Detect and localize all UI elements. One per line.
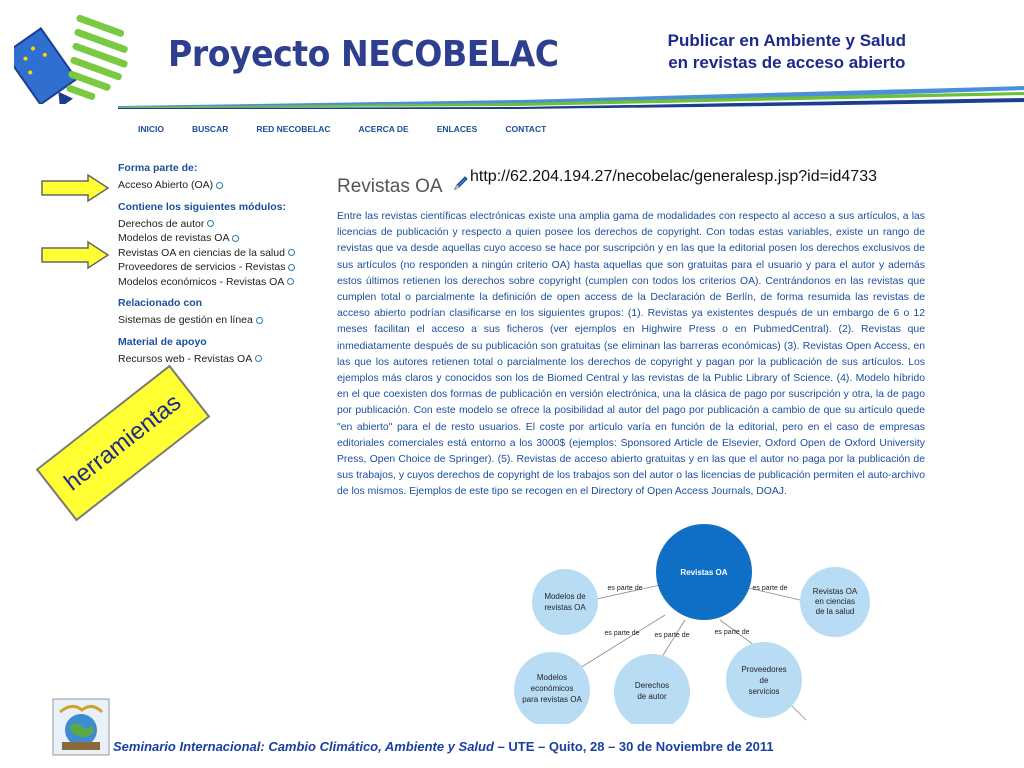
sidebar-item-label: Modelos de revistas OA — [118, 232, 230, 244]
download-icon[interactable] — [256, 317, 263, 324]
edge-label: es parte de — [607, 585, 643, 592]
nav-inicio[interactable]: INICIO — [138, 124, 164, 134]
sidebar-item-modelos-revistas[interactable] — [118, 231, 318, 246]
nav-enlaces[interactable]: ENLACES — [436, 124, 478, 134]
node-label: Revistas OA — [812, 587, 858, 596]
nav-red-necobelac[interactable]: RED NECOBELAC — [256, 124, 331, 134]
herramientas-callout: herramientas — [36, 365, 211, 522]
download-icon[interactable] — [255, 355, 262, 362]
sidebar-section-title: Contiene los siguientes módulos: — [118, 200, 287, 213]
footer-event-name: Seminario Internacional: Cambio Climático, Ambiente y Salud — [113, 739, 494, 754]
node-derechos-autor[interactable] — [614, 654, 690, 724]
sidebar-section-title: Material de apoyo — [118, 335, 207, 348]
download-icon[interactable] — [287, 278, 294, 285]
sidebar-item-label: Acceso Abierto (OA) — [118, 179, 214, 191]
subtitle-line-2: en revistas de acceso abierto — [668, 53, 906, 72]
nav-contact[interactable]: CONTACT — [505, 124, 547, 134]
header-swoosh-divider — [0, 80, 1024, 120]
download-icon[interactable] — [232, 235, 239, 242]
edge-label: es parte de — [752, 585, 788, 592]
sidebar-item-revistas-salud[interactable] — [118, 246, 318, 261]
node-revistas-ciencias[interactable] — [800, 567, 870, 637]
node-label: servicios — [748, 687, 780, 696]
node-label: Modelos — [536, 673, 568, 682]
sidebar-item-label: Sistemas de gestión en línea — [118, 314, 253, 326]
sidebar-item-modelos-economicos[interactable] — [118, 275, 318, 290]
logo-title: Proyecto NECOBELAC — [168, 34, 559, 75]
footer-event-line — [113, 739, 774, 754]
sidebar-item-label: Derechos de autor — [118, 217, 205, 230]
node-label: Modelos de — [544, 592, 586, 601]
node-label: Revistas OA — [680, 568, 728, 577]
source-url[interactable]: http://62.204.194.27/necobelac/generalesp.jsp?id=id4733 — [470, 168, 877, 185]
nav-acerca-de[interactable]: ACERCA DE — [358, 124, 409, 134]
sidebar-section-title: Forma parte de: — [118, 162, 198, 174]
slide-subtitle — [668, 30, 906, 74]
node-modelos-economicos[interactable] — [514, 652, 590, 724]
node-label: de autor — [637, 692, 667, 701]
nav-buscar[interactable]: BUSCAR — [191, 124, 229, 134]
sidebar — [118, 162, 318, 366]
subtitle-line-1: Publicar en Ambiente y Salud — [667, 31, 906, 50]
node-label: Derechos — [634, 681, 670, 690]
download-icon[interactable] — [207, 220, 214, 227]
node-center[interactable] — [656, 524, 752, 620]
sidebar-item-label: Revistas OA en ciencias de la salud — [118, 246, 285, 259]
node-label: de la salud — [815, 607, 855, 616]
node-label: Proveedores — [741, 665, 787, 674]
article-paragraph: Entre las revistas científicas electrónicas existe una amplia gama de modalidades con respecto al acceso a sus artículos, a las licencias de publicación y respecto a quien posee los derechos de copyright. Con todas estas variables, existe un rango de revistas que va desde aquellas cuyo acceso se hace por suscripción y en las que la editorial posen los derechos exclusivos de sus artículos (no responden a ningún criterio OA) hasta aquellas que son gratuitas para el usuario y para el autor y además estos últimos retienen los derechos sobre copyright (cumplen con todos los criterios OA). Centrándonos en las revistas que cumplen total o parcialmente la definición de open access de la Declaración de Berlín, de forma resumida las revistas de acceso abierto podrían clasificarse en los siguientes grupos: (1). Revistas ya existentes después de un embargo de 6 o 12 meses facilitan el acceso a sus ficheros (ver ejemplos en Highwire Press o en PubmedCentral). (2). Revistas que inmediatamente después de su publicación son gratuitas (se eliminan las barreras económicas) (3). Revistas Open Access, en las que los autores retienen total o parcialmente los derechos de copyright y pagan por la publicación de sus artículos. Los ejemplos más claros y conocidos son los de Biomed Central y las revistas de la Public Library of Science. (4). Modelo híbrido en el que coexisten dos formas de publicación en versión electrónica, una la clásica de pago por suscripción y otra, la de pago por publicación. Con este modelo se ofrece la posibilidad al autor del pago por publicación a cambio de que su artículo quede "en abierto" para el de resto usuarios. El coste por artículo varía en función de la editorial, pero en el caso de empresas editoriales comerciales está entorno a los 3000$ (ejemplos: Sponsored Article de Elsevier, Oxford Open de Oxford University Press, Open Choice de Springer). (5). Revistas de acceso abierto gratuitas y en las que el autor no paga por la publicación de sus trabajos, y cuyos derechos de copyright de los trabajos son del autor o las licencias de publicación permiten el auto-archivo de los mismos. Ejemplos de este tipo se recogen en el Directory of Open Access Journals, DOAJ. — [337, 211, 925, 498]
edge-label: es parte de — [714, 629, 750, 636]
page-title: Revistas OA — [337, 176, 443, 197]
yellow-arrow-icon — [40, 240, 110, 270]
sidebar-item-derechos-autor[interactable] — [118, 217, 318, 232]
sidebar-item-acceso-abierto[interactable] — [118, 178, 318, 193]
yellow-arrow-icon — [40, 173, 110, 203]
download-icon[interactable] — [288, 249, 295, 256]
sidebar-section-title: Relacionado con — [118, 297, 203, 309]
download-icon[interactable] — [288, 264, 295, 271]
sidebar-item-label: Proveedores de servicios - Revistas — [118, 261, 286, 273]
sidebar-item-recursos-web[interactable] — [118, 352, 318, 367]
node-proveedores[interactable] — [726, 642, 802, 718]
node-label: en ciencias — [814, 597, 856, 606]
node-label: de — [759, 676, 769, 685]
pencil-icon — [452, 174, 470, 192]
sidebar-item-proveedores[interactable] — [118, 260, 318, 275]
node-label: económicos — [530, 684, 574, 693]
node-label: para revistas OA — [522, 695, 582, 704]
sidebar-item-label: Modelos económicos - Revistas OA — [118, 275, 285, 288]
node-modelos-revistas[interactable] — [532, 569, 598, 635]
seminar-logo-icon — [52, 698, 110, 756]
footer-event-details: – UTE – Quito, 28 – 30 de Noviembre de 2011 — [493, 739, 774, 754]
node-label: revistas OA — [544, 603, 586, 612]
top-nav — [138, 124, 574, 134]
download-icon[interactable] — [216, 182, 223, 189]
edge-label: es parte de — [604, 630, 640, 637]
sidebar-item-label: Recursos web - Revistas OA — [118, 352, 253, 365]
sidebar-item-sistemas-gestion[interactable] — [118, 313, 318, 328]
edge-label: es parte de — [654, 632, 690, 639]
concept-map — [500, 520, 880, 724]
